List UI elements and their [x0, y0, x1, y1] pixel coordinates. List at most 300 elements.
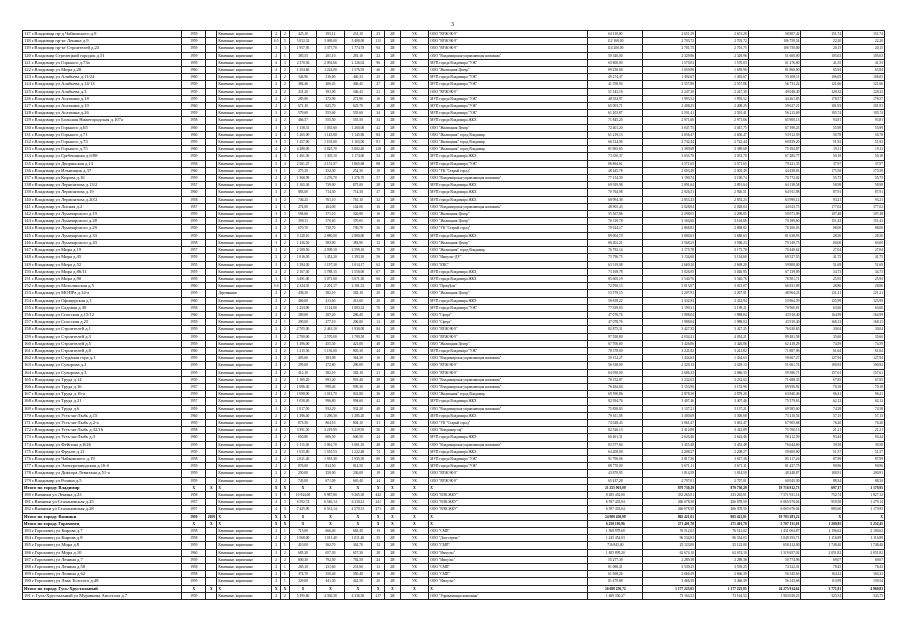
row-address-cell	[23, 571, 182, 578]
table-row	[23, 290, 885, 297]
cell-col_c: 1 431 004,87	[748, 528, 801, 535]
row-address: г.Владимир ул Луначарского д.28	[32, 218, 97, 224]
cell-col_b: 3 199,21	[696, 304, 749, 311]
cell-type: X	[400, 484, 429, 491]
row-address-cell	[23, 139, 182, 146]
cell-unit_price: 2 196,62	[801, 528, 843, 535]
cell-type: УК	[400, 304, 429, 311]
cell-flats: 2Я	[385, 67, 400, 74]
cell-col_b: 2 669,20	[696, 261, 749, 268]
row-address-cell	[23, 333, 182, 340]
cell-manager: ООО "СМП"	[429, 571, 588, 578]
cell-other	[206, 326, 217, 333]
cell-area_living: 393,12	[317, 31, 344, 38]
cell-col_b: 3 047,75	[696, 124, 749, 131]
cell-flats: 2Я	[385, 542, 400, 549]
cell-year: 1960	[182, 412, 206, 419]
cell-price_check: 88,34	[843, 477, 885, 484]
cell-col_a: 3 033,70	[643, 153, 696, 160]
cell-area_living: 1 145,80	[317, 131, 344, 138]
cell-area_other: X	[344, 484, 371, 491]
cell-area_living: 932,20	[317, 405, 344, 412]
cell-entrances: 2	[281, 290, 290, 297]
cell-residents: 74	[372, 448, 385, 455]
cell-area_other: 362,70	[344, 542, 371, 549]
cell-area_total: 746,25	[289, 196, 316, 203]
cell-floors: 2	[272, 571, 281, 578]
cell-other	[206, 239, 217, 246]
cell-other	[206, 110, 217, 117]
cell-year: 1957	[182, 499, 206, 506]
row-address-cell	[23, 412, 182, 419]
table-row	[23, 304, 885, 311]
cell-material: Каменные, кирпичные	[217, 463, 272, 470]
cell-manager: МУП города Владимира "УЖ"	[429, 81, 588, 88]
cell-area_living: 730,70	[317, 225, 344, 232]
cell-residents: 20	[372, 578, 385, 585]
cell-year: 1957	[182, 398, 206, 405]
cell-col_c: 49 048,40	[748, 88, 801, 95]
cell-area_living: 555,60	[317, 110, 344, 117]
row-address-cell	[23, 441, 182, 448]
cell-manager: МУП города Владимира "УЖ"	[429, 347, 588, 354]
cell-area_total: 1 368,99	[289, 175, 316, 182]
cell-area_other: 406,45	[344, 81, 371, 88]
cell-year: 1959	[182, 88, 206, 95]
cell-other	[206, 232, 217, 239]
cell-manager: ООО "ВУЖЭК-9"	[429, 326, 588, 333]
cell-area_other: 4 570,31	[344, 506, 371, 513]
table-row	[23, 419, 885, 426]
cell-other	[206, 175, 217, 182]
cell-manager: МУП города Владимира ЖКХ	[429, 182, 588, 189]
row-address-cell	[23, 232, 182, 239]
cell-col_a: 2 701,75	[643, 45, 696, 52]
cell-other	[206, 470, 217, 477]
cell-price_check: 78,45	[843, 564, 885, 571]
cell-cost: 66 314,06	[588, 139, 643, 146]
row-address-cell	[23, 556, 182, 563]
cell-manager: ООО "ВЭК ЖКУ"	[429, 506, 588, 513]
cell-residents: 16	[372, 362, 385, 369]
cell-unit_price: 128,32	[801, 88, 843, 95]
cell-col_b: 3 817,36	[696, 455, 749, 462]
table-row	[23, 499, 885, 506]
row-address: Итого по городу Вязники	[24, 513, 77, 519]
cell-col_c: 59 667,27	[748, 355, 801, 362]
cell-area_other: 442,50	[344, 578, 371, 585]
cell-material: Каменные, кирпичные	[217, 67, 272, 74]
cell-area_living: 287,20	[317, 311, 344, 318]
cell-other	[206, 499, 217, 506]
cell-flats: 2Я	[385, 333, 400, 340]
cell-type: УК	[400, 110, 429, 117]
row-address-cell	[23, 196, 182, 203]
cell-cost: 58 818,22	[588, 297, 643, 304]
cell-floors: 2	[272, 528, 281, 535]
cell-area_total: 344,96	[289, 74, 316, 81]
cell-other	[206, 542, 217, 549]
cell-material: Каменные, кирпичные	[217, 110, 272, 117]
cell-material: Каменные, кирпичные	[217, 225, 272, 232]
cell-area_living: 3 825,70	[317, 146, 344, 153]
cell-floors: 2	[272, 355, 281, 362]
row-number: 163	[24, 362, 31, 368]
cell-floors: 2	[272, 463, 281, 470]
cell-col_b: 2 878,20	[696, 391, 749, 398]
cell-manager: ООО "Владимирская управляющая компания"	[429, 383, 588, 390]
cell-area_living: 1 114,00	[317, 304, 344, 311]
row-address: г.Владимир ул Усть-на-Лыбь д.2-а	[32, 419, 99, 425]
cell-other	[206, 59, 217, 66]
cell-flats: 2Я	[385, 528, 400, 535]
cell-area_living: 3 071,00	[317, 275, 344, 282]
cell-flats: 2Я	[385, 319, 400, 326]
cell-material: Каменные, кирпичные	[217, 362, 272, 369]
cell-type: УК	[400, 398, 429, 405]
cell-col_b: 3 241,82	[696, 347, 749, 354]
cell-floors: 2	[272, 564, 281, 571]
cell-manager: ООО "Жилищник" город Владимир	[429, 146, 588, 153]
cell-floors: 3	[272, 167, 281, 174]
cell-floors: 2	[272, 218, 281, 225]
cell-col_c: 75 184,87	[748, 146, 801, 153]
row-address: г.Гороховец ул Кирова д.7	[32, 528, 83, 534]
row-address: г.Владимир ул Студёная гора д.1	[32, 355, 96, 361]
cell-year: 1958	[182, 117, 206, 124]
cell-manager: ООО "УК "Старый город"	[429, 419, 588, 426]
row-address: г.Владимир ул Алябьева д.11/24	[32, 74, 95, 80]
cell-price_check: 175,58	[843, 167, 885, 174]
cell-cost: 72 401,20	[588, 124, 643, 131]
cell-residents: 95	[372, 333, 385, 340]
cell-area_total: 4 288,00	[289, 146, 316, 153]
cell-price_check: 127,94	[843, 355, 885, 362]
cell-year: 1957	[182, 203, 206, 210]
row-address-cell	[23, 492, 182, 499]
cell-col_b: 266 078,50	[696, 506, 749, 513]
cell-entrances: 2	[281, 470, 290, 477]
cell-type: УК	[400, 412, 429, 419]
cell-type: УК	[400, 556, 429, 563]
cell-residents: 76	[372, 304, 385, 311]
cell-col_a: 3 047,75	[643, 124, 696, 131]
cell-area_other: 326,80	[344, 211, 371, 218]
cell-area_living: 2 880,00	[317, 232, 344, 239]
cell-col_c: 60 043,30	[748, 477, 801, 484]
cell-col_b: 3 134,60	[696, 254, 749, 261]
cell-col_c: 53 912,59	[748, 131, 801, 138]
cell-year: 1959	[182, 290, 206, 297]
cell-residents: 34	[372, 110, 385, 117]
cell-unit_price: 180,91	[801, 470, 843, 477]
cell-flats: 2Я	[385, 283, 400, 290]
cell-col_c: 63 840,46	[748, 391, 801, 398]
cell-price_check: 50,18	[843, 153, 885, 160]
cell-residents: X	[372, 513, 385, 520]
cell-type: УК	[400, 103, 429, 110]
row-number: 144	[24, 225, 31, 231]
cell-area_other: 1 865,68	[344, 160, 371, 167]
cell-manager: ООО "ВУЖЭК-9"	[429, 88, 588, 95]
cell-material: Каменные, кирпичные	[217, 124, 272, 131]
cell-area_other: 1 285,20	[344, 412, 371, 419]
row-address: г.Владимир ул Электрозаводская д.16-б	[32, 463, 110, 469]
cell-floors: 2	[272, 434, 281, 441]
cell-type: X	[400, 513, 429, 520]
cell-manager: ООО "ВУЖЭК-9"	[429, 333, 588, 340]
cell-flats: 2Я	[385, 564, 400, 571]
cell-entrances: 2	[281, 340, 290, 347]
cell-flats: 2Я	[385, 592, 400, 599]
cell-other	[206, 391, 217, 398]
cell-price_check: 1 279,14	[843, 499, 885, 506]
cell-area_living: 792,50	[317, 556, 344, 563]
cell-year: 1959	[182, 369, 206, 376]
cell-area_total: 1 354,66	[289, 67, 316, 74]
cell-residents: 16	[372, 311, 385, 318]
row-address-cell	[23, 167, 182, 174]
row-address: г.Владимир ул Усть-на-Лыбь д.32/16	[32, 427, 104, 433]
cell-type: УК	[400, 254, 429, 261]
cell-flats: 2Я	[385, 463, 400, 470]
cell-unit_price: 69,07	[801, 556, 843, 563]
cell-unit_price: 105,74	[801, 110, 843, 117]
cell-year: 1959	[182, 448, 206, 455]
cell-cost: 81 479,88	[588, 578, 643, 585]
cell-type: УК	[400, 81, 429, 88]
cell-area_other: 1 103,00	[344, 139, 371, 146]
table-row	[23, 283, 885, 290]
cell-residents: 62	[372, 261, 385, 268]
row-address-cell	[23, 362, 182, 369]
cell-residents: 25	[372, 74, 385, 81]
cell-cost: 1 405 895,20	[588, 549, 643, 556]
cell-entrances: 1	[281, 571, 290, 578]
cell-other	[206, 203, 217, 210]
row-address: г.Владимир ул Лисная д.2	[32, 203, 83, 209]
cell-residents: 28	[372, 103, 385, 110]
row-address-cell	[23, 311, 182, 318]
cell-col_b: 3 013,07	[696, 283, 749, 290]
cell-area_other: 814,50	[344, 463, 371, 470]
cell-unit_price: 88,00	[801, 225, 843, 232]
cell-cost: 81 088,41	[588, 564, 643, 571]
cell-price_check: 27,04	[843, 247, 885, 254]
cell-year: 1959	[182, 254, 206, 261]
cell-year: 1959	[182, 405, 206, 412]
cell-unit_price: X	[801, 513, 843, 520]
cell-col_a: 1 570,03	[643, 59, 696, 66]
cell-flats: 2Я	[385, 189, 400, 196]
cell-residents: 40	[372, 405, 385, 412]
row-address-cell	[23, 376, 182, 383]
cell-manager: ООО "Владимирская управляющая компания"	[429, 405, 588, 412]
row-number: 161	[24, 347, 31, 353]
cell-area_living: 406,45	[317, 81, 344, 88]
cell-material: Каменные, кирпичные	[217, 427, 272, 434]
cell-flats: 2Я	[385, 499, 400, 506]
cell-col_a: 2 329,96	[643, 52, 696, 59]
cell-col_c: 56 733,22	[748, 81, 801, 88]
cell-unit_price: 107,48	[801, 211, 843, 218]
cell-col_c: 51 661,74	[748, 362, 801, 369]
cell-price_check: 168,13	[843, 319, 885, 326]
cell-entrances: 1	[281, 528, 290, 535]
row-address-cell	[23, 427, 182, 434]
table-row	[23, 355, 885, 362]
cell-entrances: 2	[281, 297, 290, 304]
cell-unit_price: 752,74	[801, 492, 843, 499]
row-address: г.Владимир ул Алябьева д.14/13	[32, 81, 95, 87]
cell-floors: 2	[272, 405, 281, 412]
row-number: 177	[24, 463, 31, 469]
cell-area_other: 1 789,50	[344, 333, 371, 340]
cell-flats: 2Я	[385, 175, 400, 182]
row-address: г.Владимир ул Спасская д.15/12	[32, 311, 95, 317]
cell-year: 1960	[182, 131, 206, 138]
cell-flats: 2Я	[385, 160, 400, 167]
cell-manager: ООО "Владимирская управляющая компания"	[429, 376, 588, 383]
cell-area_total: 3 120,10	[289, 232, 316, 239]
table-row	[23, 175, 885, 182]
cell-flats: 2Я	[385, 492, 400, 499]
cell-type: УК	[400, 499, 429, 506]
cell-entrances: 2	[281, 448, 290, 455]
table-row	[23, 203, 885, 210]
row-address: г.Гороховец ул Ленина д.62	[32, 571, 86, 577]
cell-area_living: 6 546,14	[317, 499, 344, 506]
row-address: г.Владимир пр-кт Ленина д.9	[31, 38, 89, 44]
cell-col_c: 81 638,93	[748, 232, 801, 239]
cell-type: УК	[400, 405, 429, 412]
cell-area_total: 3 491,00	[289, 275, 316, 282]
row-number: 156	[24, 311, 31, 317]
table-row	[23, 326, 885, 333]
cell-year: 1958	[182, 304, 206, 311]
row-address: г.Владимир ул Кирова д.16	[32, 175, 85, 181]
cell-material: Каменные, кирпичные	[217, 131, 272, 138]
cell-other	[206, 355, 217, 362]
cell-residents: 21	[372, 369, 385, 376]
cell-residents: 241	[372, 499, 385, 506]
cell-unit_price: 58,98	[801, 182, 843, 189]
cell-col_a: 3 427,35	[643, 326, 696, 333]
cell-col_c: 44 438,81	[748, 167, 801, 174]
cell-price_check: 58,98	[843, 182, 885, 189]
cell-year: 1959	[182, 556, 206, 563]
cell-material: Каменные, кирпичные	[217, 232, 272, 239]
cell-area_other: 625,70	[344, 103, 371, 110]
cell-residents: 88	[372, 232, 385, 239]
cell-type: УК	[400, 463, 429, 470]
cell-col_a: 3 571,65	[643, 160, 696, 167]
cell-cost: 63 319,08	[588, 261, 643, 268]
cell-residents: 20	[372, 297, 385, 304]
cell-area_living: X	[317, 520, 344, 527]
cell-col_a: 3 389,68	[643, 146, 696, 153]
row-address-cell	[23, 383, 182, 390]
cell-residents: 44	[372, 347, 385, 354]
row-number: 148	[24, 254, 31, 260]
cell-cost: 75 796,75	[588, 254, 643, 261]
cell-floors: 2	[272, 103, 281, 110]
cell-floors: 4-5	[273, 39, 279, 44]
table-row	[23, 434, 885, 441]
cell-year: 1959	[182, 52, 206, 59]
table-row	[23, 549, 885, 556]
cell-cost: 1 569 978,60	[588, 528, 643, 535]
cell-type: УК	[400, 232, 429, 239]
row-number: 178	[24, 470, 31, 476]
row-number: 142	[24, 211, 31, 217]
row-number: 118	[24, 38, 31, 44]
cell-area_other: 1 222,48	[344, 448, 371, 455]
cell-flats: X	[385, 520, 400, 527]
cell-col_c: 89 481,58	[748, 333, 801, 340]
row-address-cell	[23, 131, 182, 138]
cell-unit_price: 1 116,89	[801, 535, 843, 542]
cell-area_other: 350,40	[344, 571, 371, 578]
cell-area_other: X	[344, 513, 371, 520]
cell-floors: 2	[272, 391, 281, 398]
cell-col_a: 3 817,36	[643, 455, 696, 462]
cell-col_c: 67 139,09	[748, 268, 801, 275]
cell-other	[206, 405, 217, 412]
cell-col_b: 2 432,94	[696, 297, 749, 304]
cell-material: Каменные, кирпичные	[217, 95, 272, 102]
cell-entrances: X	[281, 585, 290, 592]
row-address-cell	[23, 326, 182, 333]
row-number: 121	[24, 59, 31, 65]
cell-floors: 2	[272, 175, 281, 182]
row-number: 129	[24, 117, 31, 123]
cell-other	[206, 592, 217, 599]
cell-area_total: 466,60	[289, 297, 316, 304]
cell-col_a: 3 539,25	[643, 564, 696, 571]
cell-type: УК	[400, 189, 429, 196]
cell-area_other: 999,30	[344, 383, 371, 390]
cell-flats: 2Я	[385, 571, 400, 578]
cell-other	[206, 556, 217, 563]
row-address-cell	[23, 110, 182, 117]
cell-unit_price: 35,60	[801, 333, 843, 340]
row-number: 167	[24, 391, 31, 397]
cell-area_other: 1 276,70	[344, 175, 371, 182]
cell-entrances: 2	[281, 304, 290, 311]
cell-area_living: 383,08	[317, 355, 344, 362]
cell-area_total: X	[289, 513, 316, 520]
cell-flats: 2Я	[385, 556, 400, 563]
cell-manager: ООО "Импульс"	[429, 549, 588, 556]
cell-entrances: 2	[281, 81, 290, 88]
cell-col_c: 63 990,12	[748, 196, 801, 203]
row-address: г.Владимир ул МОПРа д.14-а	[32, 290, 90, 296]
cell-manager: ООО "ПромДом"	[429, 283, 588, 290]
cell-other	[206, 398, 217, 405]
cell-area_total: 743,00	[289, 477, 316, 484]
cell-area_living: 370,65	[317, 218, 344, 225]
cell-col_c: 61 276,00	[748, 59, 801, 66]
cell-type: УК	[400, 564, 429, 571]
cell-material: Каменные, кирпичные	[217, 564, 272, 571]
cell-area_living: 455,30	[317, 340, 344, 347]
cell-cost: 6 597 433,04	[588, 506, 643, 513]
cell-col_a: 3 232,02	[643, 376, 696, 383]
cell-other: X	[206, 520, 217, 527]
cell-cost: 71 845,25	[588, 117, 643, 124]
row-address: г.Владимир ул Асаткина д.18	[32, 95, 89, 101]
